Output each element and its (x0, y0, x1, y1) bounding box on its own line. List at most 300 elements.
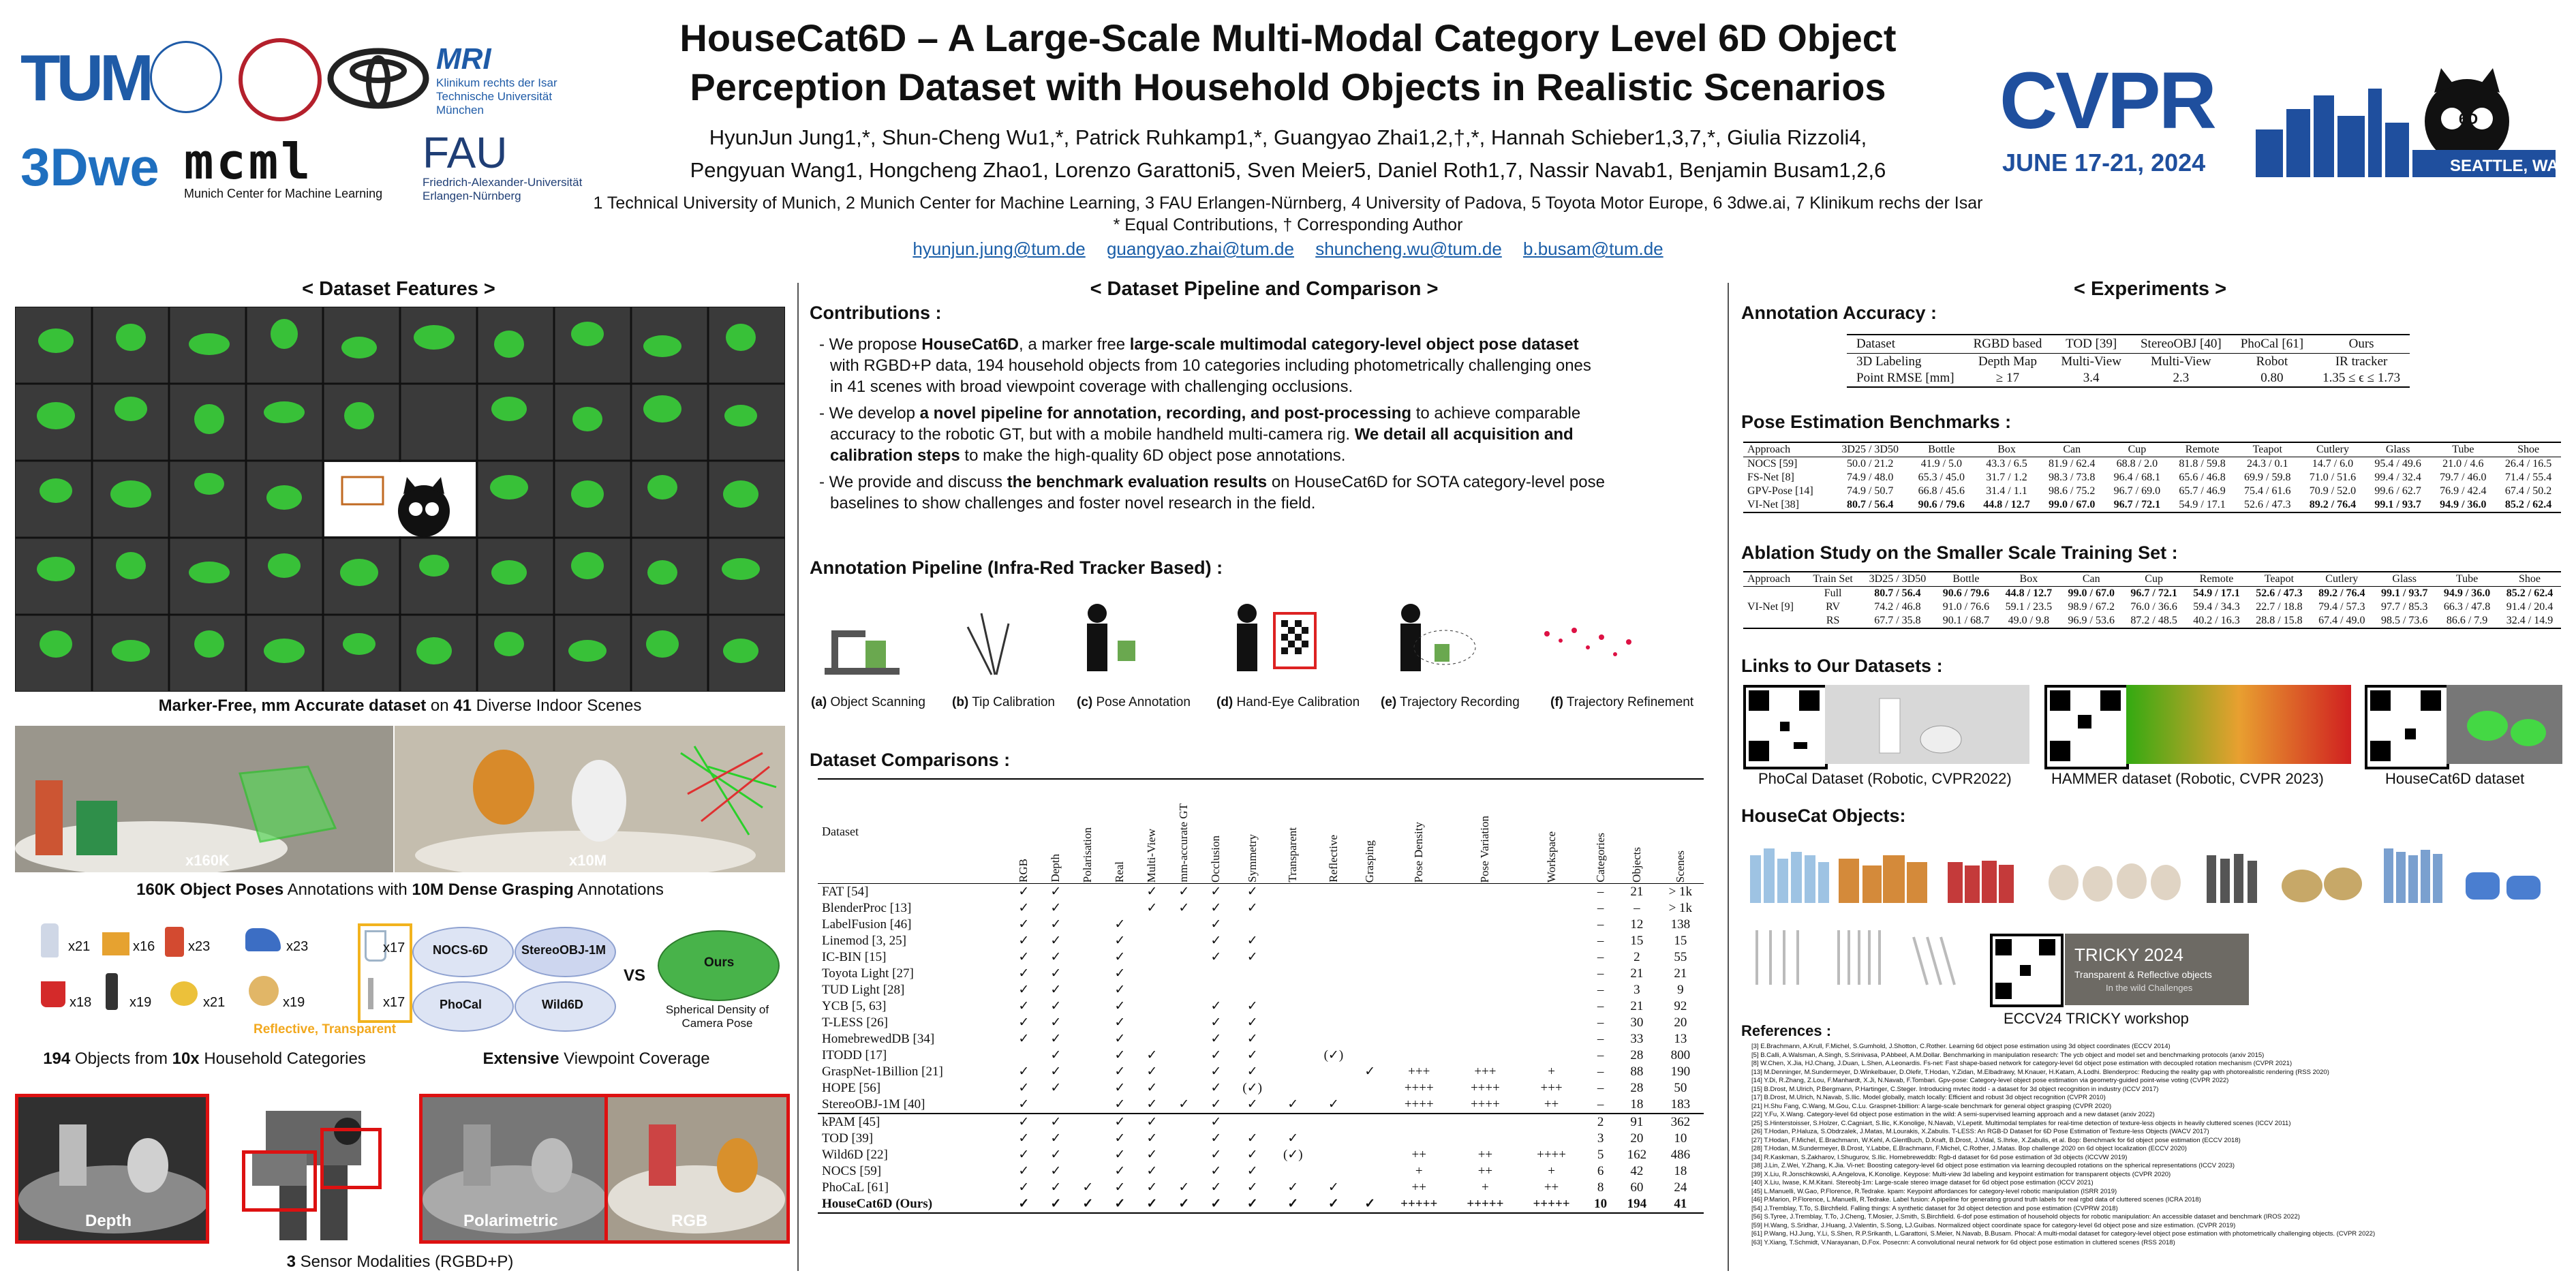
table-cell: 2 (1597, 1115, 1604, 1129)
table-cell: 59.1 / 23.5 (2005, 601, 2053, 613)
table-cell: ✓ (1050, 983, 1062, 997)
table-cell (1072, 966, 1104, 982)
table-cell (1354, 1097, 1386, 1114)
table-cell (1168, 1064, 1200, 1080)
table-cell (1168, 982, 1200, 998)
tricky-subtitle: In the wild Challenges (2106, 983, 2193, 993)
dataset-name-cell: TOD [39] (822, 1131, 874, 1146)
hammer-qr-code[interactable] (2044, 685, 2129, 769)
column-divider (1728, 283, 1729, 1271)
dataset-name-cell: StereoOBJ-1M [40] (822, 1097, 925, 1111)
table-cell: 85.2 / 62.4 (2506, 587, 2554, 599)
table-cell: 41 (1674, 1197, 1687, 1211)
table-cell (1072, 884, 1104, 901)
density-label: StereoOBJ-1M (521, 943, 607, 957)
table-cell: 50 (1674, 1081, 1687, 1095)
table-cell: 40.2 / 16.3 (2193, 615, 2240, 626)
table-cell: 54.9 / 17.1 (2193, 587, 2240, 599)
comparison-column-header: Dataset (822, 824, 859, 838)
email-link[interactable]: guangyao.zhai@tum.de (1106, 239, 1294, 259)
comparison-column-label: Polarisation (1081, 827, 1094, 883)
table-cell (1272, 982, 1313, 998)
table-cell: ✓ (1210, 901, 1222, 915)
table-cell: > 1k (1668, 885, 1693, 899)
table-cell (1518, 1131, 1584, 1147)
table-cell (1386, 998, 1452, 1015)
table-cell: 800 (1670, 1048, 1691, 1062)
density-caption-line: Spherical Density of (665, 1003, 769, 1016)
comparison-column-label: Depth (1049, 854, 1062, 883)
table-cell: ++++ (1404, 1097, 1434, 1111)
tricky-workshop-banner (2065, 934, 2249, 1005)
table-cell: 33 (1630, 1032, 1644, 1046)
table-cell: +++ (1540, 1081, 1563, 1095)
table-cell (1386, 933, 1452, 949)
dataset-name-cell: Linemod [3, 25] (822, 934, 907, 948)
table-row (818, 1114, 1704, 1131)
table-cell: – (1597, 934, 1604, 948)
table-cell (1104, 900, 1136, 917)
table-cell: 66.3 / 47.8 (2443, 601, 2491, 613)
poster-title (586, 14, 1990, 112)
reference-item: [34] R.Kaskman, S.Zakharov, I.Shugurov, S.Ilic. Homebreweddb: Rgb-d dataset for 6d pose estimation of 3d objects (ICCVW 2019) (1751, 1153, 2128, 1161)
table-cell (1354, 900, 1386, 917)
email-link[interactable]: b.busam@tum.de (1523, 239, 1663, 259)
table-cell: ✓ (1146, 1048, 1158, 1062)
reference-item: [54] J.Tremblay, T.To, S.Birchfield. Falling things: A synthetic dataset for 3d object detection and pose estimation (CVPRW 2018) (1751, 1204, 2118, 1212)
table-cell (1272, 933, 1313, 949)
table-cell: – (1597, 1048, 1604, 1062)
table-cell: ✓ (1210, 999, 1222, 1013)
approach-cell: VI-Net [38] (1747, 499, 1799, 510)
table-row (818, 966, 1704, 982)
pipeline-step-letter: (a) (811, 695, 827, 709)
table-cell: – (1597, 966, 1604, 981)
table-row (818, 884, 1704, 901)
pipeline-step-text: Object Scanning (827, 695, 925, 709)
table-cell: ✓ (1178, 885, 1190, 899)
table-cell (1232, 966, 1273, 982)
comparison-column-header (1354, 779, 1386, 884)
table-cell: ✓ (1082, 1197, 1094, 1211)
benchmark-column-header: Glass (2365, 442, 2431, 457)
table-row (818, 917, 1704, 933)
table-cell (1518, 966, 1584, 982)
table-cell: +++++ (1533, 1197, 1570, 1211)
table-cell: +++ (1408, 1064, 1430, 1079)
table-cell (1272, 966, 1313, 982)
table-cell: ✓ (1018, 934, 1030, 948)
pipeline-step (952, 695, 1055, 710)
objects-caption-bold: 194 (43, 1049, 71, 1068)
table-cell: 71.0 / 51.6 (2309, 472, 2357, 483)
table-cell: 18 (1674, 1164, 1687, 1178)
pipeline-step-text: Hand-Eye Calibration (1233, 695, 1360, 709)
table-cell (1386, 966, 1452, 982)
table-cell: 486 (1670, 1148, 1691, 1162)
table-cell (1313, 1031, 1354, 1047)
contribution-text: to make the high-quality 6D object pose annotations. (960, 446, 1346, 465)
title-line-2: Perception Dataset with Household Objects in Realistic Scenarios (690, 65, 1886, 108)
table-cell (1313, 949, 1354, 966)
benchmark-column-header: Remote (2170, 442, 2235, 457)
mosaic-caption-text: Diverse Indoor Scenes (471, 696, 642, 715)
reference-item: [46] P.Marion, P.Florence, L.Manuelli, R.Tedrake. Label fusion: A pipeline for generating ground truth labels for real rgbd data of cluttered scenes (ICRA 2018) (1751, 1196, 2201, 1203)
table-cell: 76.0 / 36.6 (2130, 601, 2177, 613)
dataset-name-cell: HouseCat6D (Ours) (822, 1197, 933, 1211)
grasp-annotation-image (395, 726, 785, 872)
ablation-header-row (1743, 572, 2561, 587)
table-cell: – (1597, 983, 1604, 997)
table-cell: > 1k (1668, 901, 1693, 915)
comparison-column-label: Symmetry (1245, 834, 1259, 883)
table-cell: 74.2 / 46.8 (1874, 601, 1921, 613)
reference-list (1751, 1043, 2562, 1247)
table-cell: 12 (1630, 917, 1644, 932)
table-cell: ✓ (1178, 1197, 1190, 1211)
pipeline-step-letter: (d) (1216, 695, 1233, 709)
contribution-list (819, 334, 1719, 514)
objects-caption (14, 1049, 395, 1069)
table-row (818, 1163, 1704, 1180)
benchmark-column-header: 3D25 / 3D50 (1831, 442, 1909, 457)
table-cell (1168, 1015, 1200, 1031)
table-row (1743, 614, 2561, 628)
reference-item: [38] J.Lin, Z.Wei, Y.Zhang, K.Jia. Vi-net: Boosting category-level 6d object pose estimation via learning decoupled rotations on the spherical representations (ICCV 2023) (1751, 1162, 2235, 1169)
table-cell (1272, 1015, 1313, 1031)
table-cell: ++ (1477, 1164, 1493, 1178)
table-cell: Multi-View (2061, 354, 2121, 369)
table-cell: 15 (1630, 934, 1644, 948)
table-cell: ✓ (1050, 934, 1062, 948)
table-cell (1452, 933, 1518, 949)
table-cell: ✓ (1050, 1081, 1062, 1095)
table-cell: 162 (1627, 1148, 1647, 1162)
housecat-qr-code[interactable] (2365, 685, 2449, 769)
table-cell (1354, 1180, 1386, 1196)
table-cell: 30 (1630, 1015, 1644, 1030)
table-cell (1072, 998, 1104, 1015)
affiliations (586, 192, 1990, 236)
table-cell: ✓ (1210, 1097, 1222, 1111)
table-cell: ✓ (1146, 901, 1158, 915)
contribution-bold: a novel pipeline for annotation, recording, and post-processing (919, 404, 1412, 423)
ablation-column-header: Tube (2436, 572, 2498, 587)
table-cell (1232, 982, 1273, 998)
table-cell: ++ (1477, 1148, 1493, 1162)
cvpr-dates: JUNE 17-21, 2024 (2002, 149, 2206, 177)
table-cell: ✓ (1018, 885, 1030, 899)
table-row (1743, 498, 2561, 512)
table-cell: ✓ (1018, 1032, 1030, 1046)
table-cell (1168, 1147, 1200, 1163)
table-cell: Depth Map (1978, 354, 2037, 369)
table-cell (1354, 1147, 1386, 1163)
category-count: x19 (283, 995, 305, 1010)
table-cell (1313, 917, 1354, 933)
table-cell (1313, 998, 1354, 1015)
comparison-column-header (1452, 779, 1518, 884)
table-row (818, 1180, 1704, 1196)
table-cell: ✓ (1210, 1032, 1222, 1046)
reference-item: [27] T.Hodan, F.Michel, E.Brachmann, W.Kehl, A.GlentBuch, D.Kraft, B.Drost, J.Vidal, S.Ihrke, X.Zabulis, et al. Bop: Benchmark for 6d object pose estimation (ECCV 2018) (1751, 1136, 2241, 1144)
3dwe-logo: 3Dwe (20, 137, 159, 197)
density-label: NOCS-6D (433, 943, 489, 957)
table-cell (1136, 1031, 1168, 1047)
tube-icon (249, 976, 279, 1006)
reference-item: [22] Y.Fu, X.Wang. Category-level 6d object pose estimation in the wild: A semi-supervised learning approach and a new dataset (arxiv 2022) (1751, 1111, 2155, 1118)
table-cell (1072, 1015, 1104, 1031)
table-cell: ✓ (1050, 1180, 1062, 1195)
table-cell: – (1597, 1064, 1604, 1079)
authors-line-2: Pengyuan Wang1, Hongcheng Zhao1, Lorenzo Garattoni5, Sven Meier5, Daniel Roth1,7, Nassir Navab1, Benjamin Busam1,2,6 (690, 158, 1886, 182)
table-cell (1452, 884, 1518, 901)
table-cell: 91 (1630, 1115, 1644, 1129)
table-cell (1168, 949, 1200, 966)
table-cell: 42 (1630, 1164, 1644, 1178)
contribution-bold: large-scale multimodal category-level object pose dataset (1129, 335, 1579, 354)
table-cell: ✓ (1246, 1131, 1258, 1146)
table-cell: ✓ (1146, 1164, 1158, 1178)
table-cell: (✓) (1323, 1048, 1344, 1062)
pipeline-step (1077, 695, 1191, 710)
table-cell (1518, 949, 1584, 966)
fau-line1: Friedrich-Alexander-Universität (423, 176, 583, 189)
comparison-column-header (1200, 779, 1232, 884)
table-cell (1168, 1114, 1200, 1131)
table-cell (1386, 917, 1452, 933)
ablation-column-header: Approach (1743, 572, 1805, 587)
contribution-line (819, 445, 1719, 466)
grasp-count-label: x10M (569, 852, 607, 869)
table-cell: ✓ (1050, 1048, 1062, 1062)
table-cell (1072, 917, 1104, 933)
comparison-column-label: mm-accurate GT (1177, 803, 1191, 883)
table-cell (1354, 966, 1386, 982)
table-cell: 50.0 / 21.2 (1846, 458, 1894, 470)
table-cell: ✓ (1018, 966, 1030, 981)
table-cell (1518, 933, 1584, 949)
comparison-column-header (1272, 779, 1313, 884)
accuracy-column-header: TOD [39] (2051, 335, 2131, 354)
table-cell (1272, 1047, 1313, 1064)
viewpoint-caption (405, 1049, 787, 1069)
table-cell (1386, 1131, 1452, 1147)
table-cell: 44.8 / 12.7 (1983, 499, 2030, 510)
table-cell: 95.4 / 49.6 (2374, 458, 2421, 470)
authors-line-1: HyunJun Jung1,*, Shun-Cheng Wu1,*, Patrick Ruhkamp1,*, Guangyao Zhai1,2,†,*, Hannah Schieber1,3,7,*, Giulia Rizzoli4, (709, 125, 1867, 149)
reference-item: [45] L.Manuelli, W.Gao, P.Florence, R.Tedrake. kpam: Keypoint affordances for category-level robotic manipulation (ISRR 2019) (1751, 1187, 2117, 1195)
cvpr-logo (1990, 55, 2562, 198)
table-cell (1354, 1015, 1386, 1031)
annotation-caption-text: Annotations (573, 880, 664, 899)
table-cell: ✓ (1114, 917, 1126, 932)
object-scanning-icon (825, 630, 900, 675)
category-count: x21 (68, 939, 91, 954)
contribution-line (819, 376, 1719, 397)
tricky-qr-code[interactable] (1990, 934, 2064, 1007)
table-cell: ✓ (1328, 1097, 1339, 1111)
table-cell: ✓ (1018, 1197, 1030, 1211)
table-cell: 80.7 / 56.4 (1846, 499, 1894, 510)
phocal-qr-code[interactable] (1743, 685, 1828, 769)
mosaic-caption-count: 41 (453, 696, 472, 715)
table-cell (1272, 1064, 1313, 1080)
table-row (818, 1031, 1704, 1047)
table-cell (1452, 1047, 1518, 1064)
benchmark-header-row (1743, 442, 2561, 457)
table-cell (1354, 917, 1386, 933)
table-cell (1136, 917, 1168, 933)
table-cell (1272, 900, 1313, 917)
table-cell: 3 (1597, 1131, 1604, 1146)
table-cell: 28 (1630, 1081, 1644, 1095)
table-cell: ✓ (1050, 1015, 1062, 1030)
sensor-caption-text: Sensor Modalities (RGBD+P) (295, 1253, 514, 1271)
table-cell: 99.0 / 67.0 (2068, 587, 2115, 599)
table-row (1847, 370, 2410, 387)
contributions-title: Contributions : (810, 303, 942, 323)
table-cell: 65.3 / 45.0 (1918, 472, 1965, 483)
comparison-column-label: Reflective (1326, 835, 1340, 883)
table-cell (1072, 900, 1104, 917)
table-cell: 96.7 / 69.0 (2113, 485, 2161, 497)
table-cell (1200, 982, 1232, 998)
table-cell: 70.9 / 52.0 (2309, 485, 2357, 497)
table-cell (1518, 1015, 1584, 1031)
ablation-column-header: Bottle (1935, 572, 1997, 587)
table-cell: 65.6 / 46.8 (2179, 472, 2226, 483)
table-row (818, 982, 1704, 998)
table-cell (1354, 998, 1386, 1015)
scene-mosaic-image (15, 307, 785, 692)
table-cell (1354, 933, 1386, 949)
table-cell: 183 (1670, 1097, 1691, 1111)
table-cell: ✓ (1114, 1032, 1126, 1046)
table-row (818, 949, 1704, 966)
table-cell: ✓ (1146, 1131, 1158, 1146)
table-cell (1518, 1031, 1584, 1047)
comparison-table-body (818, 884, 1704, 1114)
comparison-header-row (818, 779, 1704, 884)
table-cell (1313, 982, 1354, 998)
email-link[interactable]: hyunjun.jung@tum.de (913, 239, 1086, 259)
comparison-column-label: Grasping (1363, 840, 1377, 883)
table-row (1847, 354, 2410, 371)
table-cell: 2 (1634, 950, 1640, 964)
approach-cell: FS-Net [8] (1747, 472, 1794, 483)
benchmark-column-header: Can (2039, 442, 2104, 457)
reference-item: [25] S.Hinterstoisser, S.Holzer, C.Cagniart, S.Ilic, K.Konolige, N.Navab, V.Lepetit. Multimodal templates for real-time detection of texture-less objects in heavily cluttered scenes (ICCV 2011) (1751, 1119, 2291, 1127)
table-cell: ✓ (1082, 1180, 1094, 1195)
table-cell: 21 (1630, 999, 1644, 1013)
accuracy-table-wrap (1847, 334, 2410, 388)
table-cell: 68.8 / 2.0 (2116, 458, 2158, 470)
comparison-column-header (1313, 779, 1354, 884)
dataset-name-cell: PhoCaL [61] (822, 1180, 889, 1195)
comparison-column-header (1168, 779, 1200, 884)
table-row (818, 1097, 1704, 1114)
annotation-caption (14, 880, 786, 900)
table-cell: 86.6 / 7.9 (2446, 615, 2488, 626)
table-cell: 67.7 / 35.8 (1874, 615, 1921, 626)
teapot-icon (170, 981, 198, 1006)
table-cell (1072, 1163, 1104, 1180)
table-cell: 28 (1630, 1048, 1644, 1062)
density-caption (658, 1003, 777, 1030)
density-caption-line: Camera Pose (681, 1017, 753, 1030)
table-cell (1072, 1097, 1104, 1114)
table-cell: ✓ (1050, 966, 1062, 981)
comparison-table-wrap (818, 778, 1704, 1214)
table-cell: 65.7 / 46.9 (2179, 485, 2226, 497)
annotation-caption-bold: 10M Dense Grasping (412, 880, 574, 899)
table-cell: 60 (1630, 1180, 1644, 1195)
reference-item: [21] H.Shu Fang, C.Wang, M.Gou, C.Lu. Graspnet-1billion: A large-scale benchmark for general object grasping (CVPR 2020) (1751, 1102, 2112, 1110)
comparison-column-header (1518, 779, 1584, 884)
table-cell: 81.9 / 62.4 (2048, 458, 2096, 470)
table-cell (1104, 884, 1136, 901)
dataset-name-cell: TUD Light [28] (822, 983, 905, 997)
table-cell: 88 (1630, 1064, 1644, 1079)
email-list (586, 239, 1990, 260)
table-row (1743, 600, 2561, 614)
table-cell (1518, 1114, 1584, 1131)
table-cell: 8 (1597, 1180, 1604, 1195)
contribution-text: - We provide and discuss (819, 473, 1007, 491)
rig-sensor-highlight (320, 1128, 382, 1189)
left-section-title: < Dataset Features > (302, 278, 495, 300)
table-cell: 52.6 / 47.3 (2256, 587, 2303, 599)
table-cell: 21.0 / 4.6 (2442, 458, 2484, 470)
dataset-name-cell: GraspNet-1Billion [21] (822, 1064, 943, 1079)
table-cell: ✓ (1178, 901, 1190, 915)
table-cell: ++ (1411, 1180, 1426, 1195)
table-cell: ✓ (1246, 901, 1258, 915)
table-cell: – (1597, 885, 1604, 899)
references-title: References : (1741, 1022, 1832, 1039)
table-cell: 15 (1674, 934, 1687, 948)
table-cell: RV (1826, 601, 1841, 613)
objects-caption-text: Objects from (70, 1049, 172, 1068)
objects-caption-bold: 10x (172, 1049, 200, 1068)
dataset-name-cell: NOCS [59] (822, 1164, 882, 1178)
email-link[interactable]: shuncheng.wu@tum.de (1315, 239, 1502, 259)
table-cell: 90.1 / 68.7 (1942, 615, 1990, 626)
fau-line2: Erlangen-Nürnberg (423, 189, 521, 202)
mcml-sub: Munich Center for Machine Learning (184, 187, 383, 200)
table-cell: 85.2 / 62.4 (2504, 499, 2552, 510)
table-cell: 31.4 / 1.1 (1986, 485, 2027, 497)
hammer-thumbnail (2126, 685, 2351, 764)
category-icons (27, 920, 395, 1029)
table-cell (1168, 998, 1200, 1015)
contribution-line (819, 403, 1719, 424)
comparison-column-header (1657, 779, 1704, 884)
table-cell: ✓ (1146, 1097, 1158, 1111)
mri-logo (436, 42, 600, 117)
table-cell: ✓ (1246, 1015, 1258, 1030)
comparison-column-label: Real (1113, 861, 1126, 883)
university-seal-logo (239, 38, 322, 121)
category-count: x19 (129, 995, 152, 1010)
table-cell (1518, 982, 1584, 998)
table-cell (1313, 1114, 1354, 1131)
ablation-title: Ablation Study on the Smaller Scale Training Set : (1741, 542, 2178, 563)
table-cell (1386, 1047, 1452, 1064)
table-cell: ✓ (1146, 1180, 1158, 1195)
table-cell (1072, 1080, 1104, 1097)
